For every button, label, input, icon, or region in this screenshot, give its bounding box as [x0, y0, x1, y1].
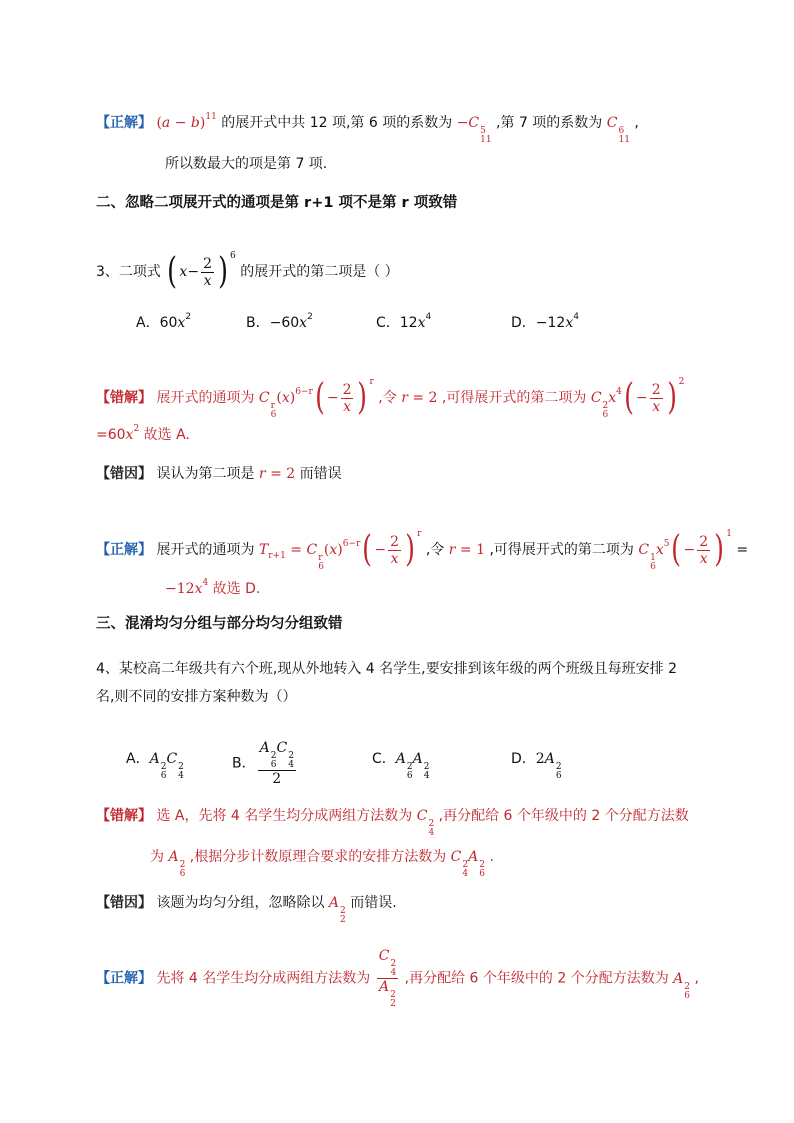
formula-c11-6: C 6 11 — [606, 115, 630, 145]
formula-general-term-correct: $T_{r+1} = C$ r 6 $(x)^{6-r}$( − $\frac{2}{x}$ ) r — [258, 529, 422, 572]
formula-second-term-correct: C 1 6 $x^5$( − $\frac{2}{x}$ ) 1 — [638, 529, 732, 572]
q3-cuojie-line-2: $=60x^2$ 故选 A. — [96, 424, 190, 443]
q4-cuojie-line-1: 【错解】 选 A，先将 4 名学生均分成两组方法数为 C 2 4 ,再分配给 6 个年级中的 2 个分配方法数 — [96, 808, 689, 838]
section-3-heading: 三、混淆均匀分组与部分均匀分组致错 — [96, 616, 343, 632]
formula-r-equals-2: r = 2 — [401, 390, 438, 406]
formula-r-equals-2-cuoyin: r = 2 — [258, 466, 296, 482]
formula-c4-2-a6-2: C 2 4 A 2 6 — [450, 849, 485, 879]
zhengjie-tag-q4: 【正解】 — [96, 970, 152, 987]
section-2-heading: 二、忽略二项展开式的通项是第 r+1 项不是第 r 项致错 — [96, 195, 458, 211]
question-4-line-2: 名,则不同的安排方案种数为（） — [96, 689, 297, 705]
formula-a2-2: A 2 2 — [328, 895, 346, 925]
q3-cuojie-line-1: 【错解】 展开式的通项为 C r 6 $(x)^{6-r}$( − $\frac{2}{x}$ ) r ,令 r = 2 ,可得展开式的第二项为 C 2 6 $x^4$( − $\frac{2}{x}$ ) 2 — [96, 377, 685, 420]
formula-binomial-x-minus-2-over-x: ( x− $\frac{2}{x}$ ) 6 — [167, 251, 236, 292]
q4-option-b[interactable]: B． A 2 6 C 2 4 2 — [232, 740, 294, 787]
cuojie-tag: 【错解】 — [96, 390, 152, 406]
q4-option-d[interactable]: D．2A 2 6 — [511, 751, 562, 781]
q3-option-c[interactable]: C．$12x^4$ — [376, 312, 432, 331]
formula-c4-2-over-a2-2: C 2 4 A 2 2 — [378, 948, 397, 1009]
q4-option-c[interactable]: C．A 2 6 A 2 4 — [372, 751, 430, 781]
formula-a6-2: A 2 6 — [168, 849, 186, 879]
cuoyin-tag-q4: 【错因】 — [96, 895, 152, 911]
question-4-line-1: 4、某校高二年级共有六个班,现从外地转入 4 名学生,要安排到该年级的两个班级且每班安排 2 — [96, 661, 677, 677]
formula-general-term: C r 6 $(x)^{6-r}$( − $\frac{2}{x}$ ) r — [258, 377, 374, 420]
formula-second-term-wrong: C 2 6 $x^4$( − $\frac{2}{x}$ ) 2 — [590, 377, 685, 420]
formula-r-equals-1: r = 1 — [448, 542, 486, 558]
q3-zhengjie-line-1: 【正解】 展开式的通项为 $T_{r+1} = C$ r 6 $(x)^{6-r}$( − $\frac{2}{x}$ ) r ,令 r = 1 ,可得展开式的第二项为 C 1 6 $x^5$( − $\frac{2}{x}$ ) 1 = — [96, 529, 749, 572]
zhengjie-line-2: 所以数最大的项是第 7 项. — [165, 156, 328, 172]
q4-zhengjie-line-1: 【正解】 先将 4 名学生均分成两组方法数为 C 2 4 A 2 2 ,再分配给 6 个年级中的 2 个分配方法数为 A 2 6 , — [96, 948, 699, 1009]
zhengjie-line-1: 【正解】 $(a - b)^{11}$ 的展开式中共 12 项,第 6 项的系数为 −C 5 11 ,第 7 项的系数为 C 6 11 , — [96, 112, 639, 145]
q3-cuoyin: 【错因】 误认为第二项是 r = 2 而错误 — [96, 466, 342, 482]
zhengjie-tag: 【正解】 — [96, 115, 152, 131]
formula-c4-2: C 2 4 — [416, 808, 435, 838]
zhengjie-tag-q3: 【正解】 — [96, 542, 152, 558]
q3-option-a[interactable]: A．$60x^2$ — [136, 312, 192, 331]
q3-option-d[interactable]: D．$-12x^4$ — [511, 312, 579, 331]
q4-cuoyin: 【错因】 该题为均匀分组，忽略除以 A 2 2 而错误. — [96, 895, 397, 925]
q3-option-b[interactable]: B．$-60x^2$ — [246, 312, 313, 331]
question-3: 3、二项式 ( x− $\frac{2}{x}$ ) 6 的展开式的第二项是（ ） — [96, 251, 399, 292]
cuoyin-tag: 【错因】 — [96, 466, 152, 482]
formula-neg-c11-5: −C 5 11 — [456, 115, 492, 145]
formula-a6-2-correct: A 2 6 — [673, 970, 691, 1001]
q3-zhengjie-line-2: $-12x^4$ 故选 D. — [165, 578, 261, 597]
q4-option-a[interactable]: A．A 2 6 C 2 4 — [126, 751, 184, 781]
q4-cuojie-line-2: 为 A 2 6 ,根据分步计数原理合要求的安排方法数为 C 2 4 A 2 6 . — [150, 849, 494, 879]
formula-a-minus-b-11: $(a - b)^{11}$ — [156, 112, 217, 131]
cuojie-tag-q4: 【错解】 — [96, 808, 152, 824]
